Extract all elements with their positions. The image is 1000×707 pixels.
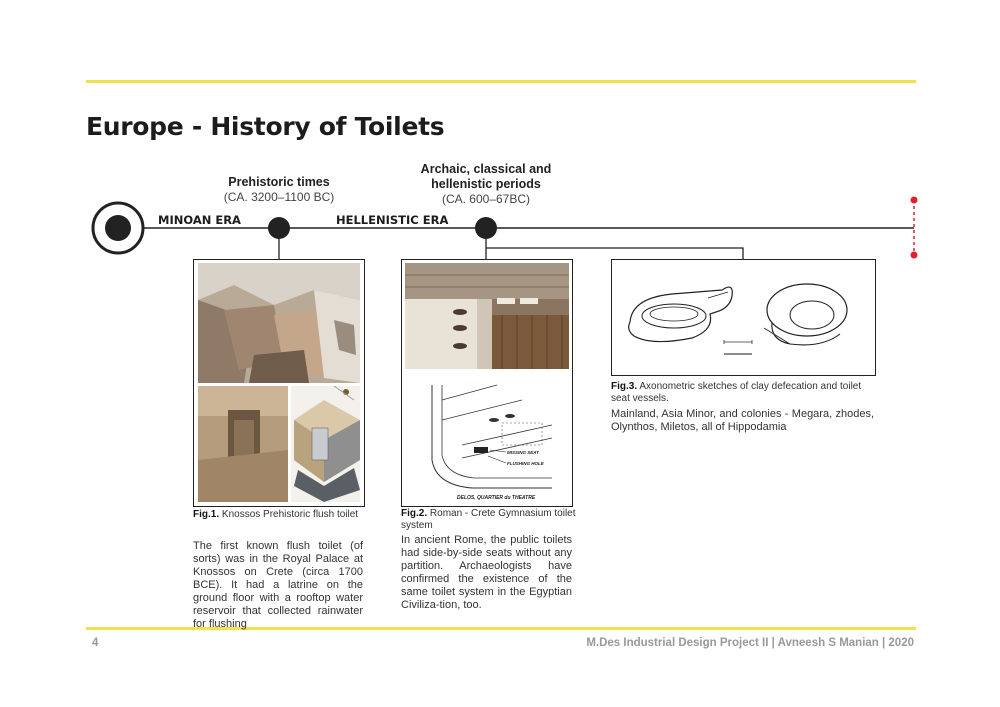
figure-2-caption-text: Roman - Crete Gymnasium toilet system <box>401 508 576 531</box>
figure-2-frame <box>401 259 573 507</box>
figure-1-caption <box>193 509 368 521</box>
period-hellenistic-name-line2: hellenistic periods <box>431 177 541 191</box>
period-prehistoric-name: Prehistoric times <box>228 175 330 189</box>
figure-2-label: Fig.2. <box>401 508 428 519</box>
period-hellenistic <box>401 162 571 207</box>
figure-3-label: Fig.3. <box>611 381 638 392</box>
figure-3-frame <box>611 259 876 376</box>
figure-2-description: In ancient Rome, the public toilets had side-by-side seats without any partition. Archaeologists have confirmed the existence of the same toilet system in the Egyptian Civiliza-tion, too. <box>401 534 572 611</box>
period-hellenistic-dates: (CA. 600–67BC) <box>441 192 531 206</box>
figure-2-images <box>402 260 572 506</box>
era-label-minoan: MINOAN ERA <box>158 213 241 227</box>
timeline-start-dot <box>105 215 131 241</box>
figure-2-caption <box>401 508 576 532</box>
figure-3-caption-text: Axonometric sketches of clay defecation and toilet seat vessels. <box>611 381 862 404</box>
sketch-label-flushing-hole: FLUSHING HOLE <box>507 461 544 466</box>
footer-credit: M.Des Industrial Design Project II | Avneesh S Manian | 2020 <box>586 637 914 649</box>
figure-1-frame <box>193 259 365 507</box>
period-prehistoric <box>199 175 359 205</box>
connector-fig3 <box>486 248 743 259</box>
figure-3-description: Mainland, Asia Minor, and colonies - Megara, zhodes, Olynthos, Miletos, all of Hippodamia <box>611 408 874 433</box>
figure-1-description: The first known flush toilet (of sorts) was in the Royal Palace at Knossos on Crete (circa 1700 BCE). It had a latrine on the ground floor with a rooftop water reservoir that collected rainwater for flushing <box>193 540 363 630</box>
period-hellenistic-name-line1: Archaic, classical and <box>420 162 552 176</box>
sketch-label-missing-seat: MISSING SEAT <box>507 450 539 455</box>
page-title: Europe - History of Toilets <box>86 112 445 141</box>
figure-1-photos <box>194 260 364 506</box>
sketch-label-delos: DELOS, QUARTIER du THEATRE <box>457 495 536 501</box>
timeline-end-dot-bottom <box>911 252 918 259</box>
page-number: 4 <box>92 637 99 649</box>
era-label-hellenistic: HELLENISTIC ERA <box>336 213 449 227</box>
figure-3-caption <box>611 381 874 405</box>
timeline <box>0 0 1000 270</box>
timeline-end-dot-top <box>911 197 918 204</box>
figure-3-sketch <box>612 260 875 375</box>
figure-1-caption-text: Knossos Prehistoric flush toilet <box>221 509 359 520</box>
period-prehistoric-dates: (CA. 3200–1100 BC) <box>223 190 335 204</box>
figure-1-label: Fig.1. <box>193 509 220 520</box>
